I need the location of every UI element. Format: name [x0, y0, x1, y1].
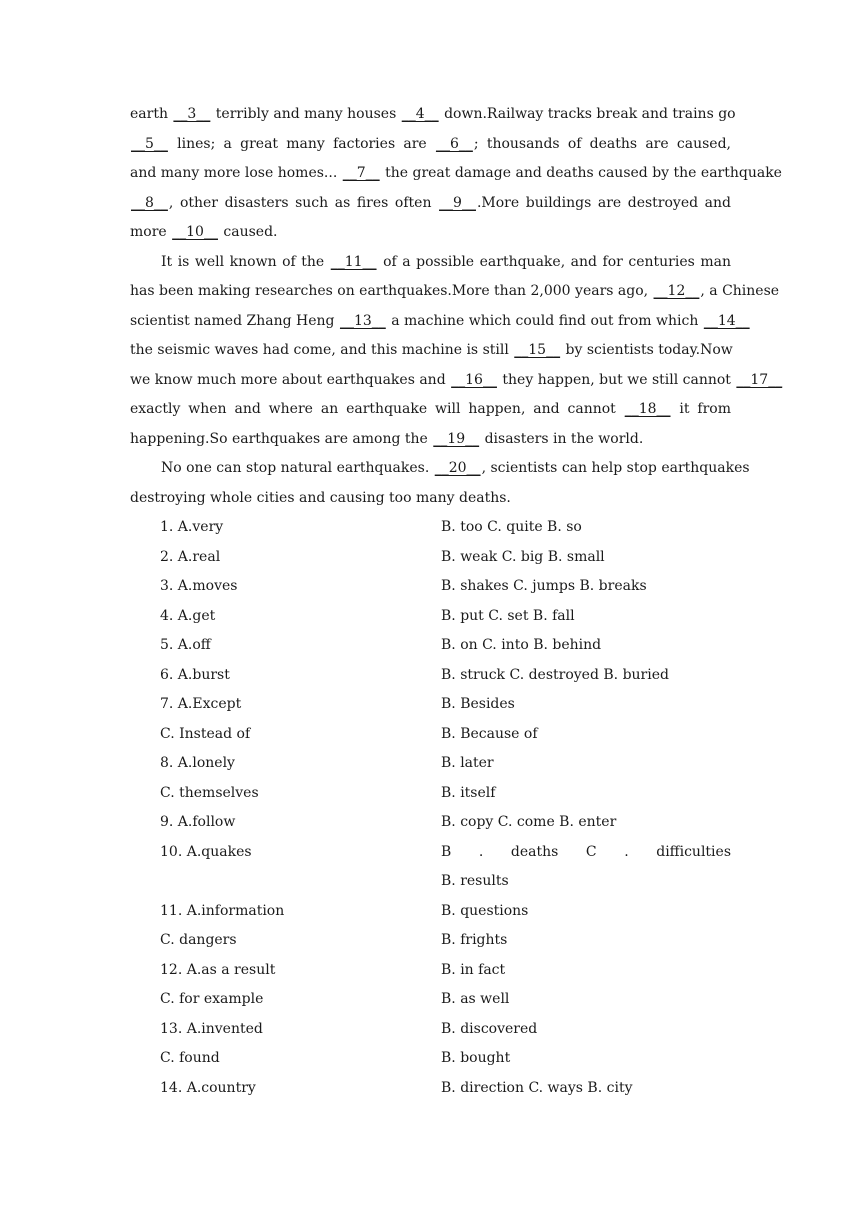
option-row: [130, 749, 731, 779]
option-row: [130, 690, 731, 720]
passage-text: exactly when and where an earthquake will happen, and cannot: [130, 401, 624, 417]
answer-blank: __18__: [624, 401, 671, 417]
option-left: 7. A.Except: [160, 696, 242, 712]
exercise-page: [130, 100, 783, 1103]
passage-line: [130, 336, 731, 366]
passage-text: disasters in the world.: [480, 430, 644, 447]
passage-text: down.Railway tracks break and trains go: [439, 106, 736, 122]
passage-line: [130, 395, 731, 425]
answer-blank: __12__: [653, 283, 700, 299]
passage-line: [130, 366, 783, 396]
option-row: [130, 867, 731, 897]
option-left: 5. A.off: [160, 637, 211, 653]
option-left: 2. A.real: [160, 548, 221, 565]
option-right: B. on C. into B. behind: [441, 637, 602, 653]
passage-line: [130, 100, 736, 130]
passage-text: ; thousands of deaths are caused,: [473, 135, 731, 152]
option-left: 14. A.country: [160, 1079, 256, 1096]
option-left: 4. A.get: [160, 607, 216, 624]
passage-text: , a Chinese: [700, 283, 780, 299]
answer-blank: __14__: [703, 312, 750, 329]
option-row: [130, 631, 731, 661]
passage-line: [130, 425, 731, 455]
passage-text: the great damage and deaths caused by the earthquake: [380, 165, 782, 181]
answer-blank: __19__: [433, 430, 480, 447]
answer-blank: __4__: [401, 106, 439, 122]
passage-text: terribly and many houses: [211, 106, 401, 122]
option-right: B. too C. quite B. so: [441, 519, 582, 535]
option-left: C. dangers: [160, 932, 237, 948]
option-row: [130, 897, 731, 927]
answer-blank: __17__: [736, 371, 783, 388]
answer-blank: __13__: [339, 312, 386, 329]
option-row: [130, 513, 731, 543]
option-right: B. weak C. big B. small: [441, 548, 605, 565]
option-right: B. in fact: [441, 961, 506, 978]
option-right: B. frights: [441, 932, 508, 948]
cloze-passage: [130, 100, 783, 513]
option-row: [130, 926, 731, 956]
passage-text: they happen, but we still cannot: [497, 371, 736, 388]
answer-blank: __16__: [451, 371, 497, 388]
option-left: 3. A.moves: [160, 578, 238, 594]
passage-text: the seismic waves had come, and this machine is still: [130, 342, 514, 358]
option-right: B. bought: [441, 1050, 511, 1066]
option-right: B . deaths C . difficulties: [441, 843, 731, 860]
passage-text: we know much more about earthquakes and: [130, 371, 451, 388]
answer-blank: __6__: [435, 135, 473, 152]
passage-line: [130, 130, 731, 160]
passage-text: earth: [130, 106, 173, 122]
option-right: B. as well: [441, 991, 510, 1007]
option-row: [130, 661, 731, 691]
option-left: 11. A.information: [160, 902, 285, 919]
passage-line: [130, 189, 731, 219]
answer-blank: __5__: [131, 135, 168, 152]
option-row: [130, 838, 731, 868]
option-left: 8. A.lonely: [160, 755, 235, 771]
passage-text: it from: [671, 401, 731, 417]
passage-text: more: [130, 224, 172, 240]
answer-blank: __20__: [434, 460, 481, 476]
option-right: B. discovered: [441, 1020, 538, 1037]
option-row: [130, 1074, 731, 1104]
option-left: 12. A.as a result: [160, 961, 276, 978]
option-left: C. for example: [160, 991, 264, 1007]
option-right: B. copy C. come B. enter: [441, 814, 617, 830]
option-row: [130, 808, 731, 838]
option-right: B. Besides: [441, 696, 515, 712]
passage-line: [130, 454, 750, 484]
option-row: [130, 720, 731, 750]
passage-text: of a possible earthquake, and for centuries man: [377, 253, 731, 270]
passage-text: by scientists today.Now: [561, 342, 733, 358]
passage-text: No one can stop natural earthquakes.: [161, 460, 434, 476]
option-left: 9. A.follow: [160, 814, 236, 830]
options-list: [130, 513, 731, 1103]
option-row: [130, 1044, 731, 1074]
passage-line: [130, 218, 731, 248]
passage-text: lines; a great many factories are: [168, 135, 435, 152]
passage-line: [130, 277, 780, 307]
passage-text: and many more lose homes...: [130, 165, 342, 181]
option-right: B. put C. set B. fall: [441, 607, 575, 624]
option-right: B. itself: [441, 784, 496, 801]
passage-text: , other disasters such as fires often: [168, 194, 439, 211]
option-right: B. shakes C. jumps B. breaks: [441, 578, 647, 594]
answer-blank: __15__: [514, 342, 561, 358]
option-left: C. themselves: [160, 784, 259, 801]
passage-line: [130, 484, 731, 514]
option-left: 1. A.very: [160, 519, 224, 535]
option-right: B. later: [441, 755, 494, 771]
passage-text: , scientists can help stop earthquakes: [481, 460, 750, 476]
option-left: C. Instead of: [160, 725, 251, 742]
passage-text: caused.: [218, 224, 278, 240]
option-right: B. results: [441, 873, 509, 889]
passage-text: scientist named Zhang Heng: [130, 312, 339, 329]
option-right: B. questions: [441, 902, 529, 919]
answer-blank: __10__: [172, 224, 218, 240]
passage-line: [130, 159, 782, 189]
option-row: [130, 543, 731, 573]
option-right: B. struck C. destroyed B. buried: [441, 666, 669, 683]
answer-blank: __11__: [330, 253, 377, 270]
passage-text: .More buildings are destroyed and: [476, 194, 731, 211]
passage-text: destroying whole cities and causing too many deaths.: [130, 489, 511, 506]
passage-text: It is well known of the: [161, 253, 330, 270]
option-row: [130, 779, 731, 809]
passage-text: a machine which could find out from which: [386, 312, 703, 329]
option-row: [130, 985, 731, 1015]
option-row: [130, 572, 731, 602]
passage-line: [130, 248, 731, 278]
passage-line: [130, 307, 750, 337]
answer-blank: __8__: [131, 194, 168, 211]
option-row: [130, 1015, 731, 1045]
option-left: 6. A.burst: [160, 666, 230, 683]
option-left: 13. A.invented: [160, 1020, 263, 1037]
answer-blank: __3__: [173, 106, 211, 122]
passage-text: happening.So earthquakes are among the: [130, 430, 433, 447]
passage-text: has been making researches on earthquakes.More than 2,000 years ago,: [130, 283, 653, 299]
answer-blank: __7__: [342, 165, 380, 181]
option-row: [130, 956, 731, 986]
option-right: B. direction C. ways B. city: [441, 1079, 633, 1096]
option-left: 10. A.quakes: [160, 843, 252, 860]
answer-blank: __9__: [439, 194, 476, 211]
option-right: B. Because of: [441, 725, 538, 742]
option-left: C. found: [160, 1050, 220, 1066]
option-row: [130, 602, 731, 632]
